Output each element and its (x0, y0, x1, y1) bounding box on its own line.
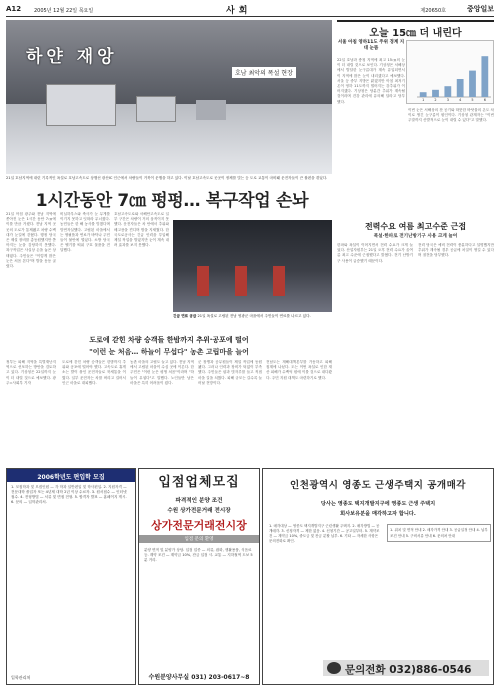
side-story-column: 이번 눈은 서해상의 찬 공기와 따뜻한 바닷물의 온도 차이로 생긴 눈구름이 원인이다. 기상청 관계자는 "이번 주말까지 산발적으로 눈이 내릴 수 있다"고 말했다. (408, 108, 494, 123)
mall-ad (138, 468, 260, 685)
rescue-photo-caption (173, 314, 332, 319)
mall-ad-line2: 수원 상가전문거래 전시장 (167, 508, 231, 514)
rescue-photo (173, 220, 332, 312)
land-ad-body-right: 1. 위치 및 면적 안내 2. 매각가격 안내 3. 공급일정 안내 4. 납부조건 안내 5. 구비서류 안내 6. 문의처 안내 (387, 524, 491, 542)
land-ad-phone: 문의전화 032)886-0546 (345, 664, 472, 676)
power-story-column: 전력 당국은 예비 전력이 충분하다고 설명했지만 추위가 계속될 경우 공급에 차질이 생길 수 있다며 절전을 당부했다. (418, 243, 494, 258)
subheadline-1: 도로에 갇힌 차량 승객들 한밤까지 추위·공포에 떨어 (89, 336, 249, 344)
article-column: 정부는 피해 지역을 특별재난지역으로 선포하는 방안을 검토하고 있다. 기상청은 22일까지 눈이 더 내릴 것으로 예보했다. 광주=사회부 기자 (6, 360, 56, 385)
article-column: 전남도는 재해대책본부를 가동하고 피해 집계에 나섰다. 도는 이번 폭설로 인한 재산 피해가 수백억 원에 이를 것으로 내다봤다. 주민 지원 대책도 마련하기로 했다. (266, 360, 332, 380)
page-header (6, 3, 494, 17)
chart-tick-label: 1 (422, 98, 425, 102)
land-ad-line1: 당사는 영종도 택지개발지구에 영종도 근생 주택지 (320, 501, 436, 507)
person-shape (273, 266, 285, 296)
headline: 1시간동안 7㎝ 펑펑… 복구작업 손놔 (35, 191, 309, 211)
subheadline-2: "이런 눈 처음… 하늘이 무섭다" 농촌 고립마을 늘어 (89, 348, 249, 356)
chart-bar (457, 79, 464, 97)
chart-bar (469, 71, 476, 97)
mall-ad-phone: 수원분양사무실 031) 203-0617~8 (148, 674, 250, 681)
land-ad-line2: 회사보유분을 매각하고자 합니다. (340, 511, 416, 517)
chart-bar (444, 86, 451, 97)
truck-shape (136, 96, 176, 122)
article-column: 도로에 갇힌 차량 승객들은 한밤까지 추위와 공포에 떨어야 했다. 고속도로 휴게소는 발이 묶인 운전자들로 북새통을 이뤘다. 일부 운전자는 차를 버리고 걸어서 인근 마을로 대피했다. (62, 360, 126, 385)
side-story-sub: 서울 아침 영하11도 주위 경계 지대 눈뜸 (337, 40, 405, 51)
rescue-photo-title: 긴급 연료 공급 (173, 314, 197, 318)
phone-icon (327, 662, 341, 674)
chart-tick-label: 4 (459, 98, 462, 102)
chart-bar (481, 56, 488, 97)
chart-bar (420, 92, 427, 97)
truck-shape (196, 100, 226, 120)
issue-date: 2005년 12월 22일 목요일 (34, 8, 94, 14)
article-column: 농촌 마을의 고립도 늘고 있다. 전남 지역에서 고립된 마을이 수십 곳에 이른다. 한 주민은 "이런 눈은 평생 처음"이라며 "하늘이 무섭다"고 말했다. 노인들만 남은 마을은 특히 어려움이 컸다. (130, 360, 194, 385)
article-column: 호남고속도로와 서해안고속도로 일부 구간은 차량이 거의 움직이지 못했다. 운전자들은 차 안에서 추위와 배고픔을 견디며 밤을 지새웠다. 한국도로공사는 긴급 인력을 투입해 제설 작업을 벌였지만 눈이 계속 내려 효과를 보지 못했다. (114, 212, 169, 248)
article-column: 비닐하우스와 축사가 눈 무게를 이기지 못하고 잇따라 무너졌다. 농민들은 한 해 농사를 망쳤다며 망연자실했다. 고립된 마을에서는 생필품과 연료가 바닥나 주민들이 불안에 떨었다. 소방 당국은 헬기를 띄워 구호 물품을 전달했다. (60, 212, 110, 253)
admission-ad-body: 1. 모집학과 및 모집인원 — 각 학과 일반편입 및 학사편입. 2. 지원자격 — 전문대학 졸업자 또는 4년제 대학 2년 이상 수료자. 3. 원서접수 — 인터넷 접수. 4. 전형방법 — 서류 및 면접 전형. 5. 합격자 발표 — 홈페이지 게시. 6. 문의 — 입학관리처. (11, 485, 127, 504)
land-sale-ad (262, 468, 494, 685)
newspaper-brand: 중앙일보 (466, 5, 494, 13)
mall-ad-big: 상가전문거래전시장 (151, 519, 247, 532)
land-ad-call (323, 660, 489, 676)
admission-ad (6, 468, 136, 685)
article-column: 21일 아침 광주와 전남 지역에 쏟아진 눈은 1시간 동안 7㎝에 이를 만큼 거셌다. 전남 지역 곳곳의 도로가 통제됐고 차량 수백 대가 눈길에 갇혔다. 행정 당국은 제설 장비를 총동원했지만 쏟아지는 눈을 감당하지 못했다. 복구작업은 사실상 손을 놓은 상태였다. 주민들은 "이렇게 많은 눈은 처음 본다"며 발을 동동 굴렀다. (6, 212, 56, 269)
land-ad-title: 인천광역시 영종도 근생주택지 공개매각 (290, 480, 466, 491)
rescue-photo-text: 21일 폭설로 고립된 전남 영광군 마을에서 주민들이 연료를 나르고 있다. (197, 314, 311, 318)
side-story-column: 22일 호남과 충청 지역에 최고 15㎝의 눈이 더 내릴 것으로 보인다. 기상청은 서해상에서 발달한 눈구름대가 계속 유입되면서 이 지역에 많은 눈이 내리겠다고 예보했다. 서울 등 중부 지방은 맑겠지만 아침 최저기온이 영하 11도까지 떨어지는 강추위가 이어지겠다. 기상청은 당분간 추위가 계속될 것이라며 건강 관리에 유의해 달라고 당부했다. (337, 58, 405, 104)
truck-shape (46, 84, 116, 126)
land-ad-body-left: 1. 매각대상 — 영종도 택지개발지구 근린생활 주택지. 2. 매각방법 — 공개매각. 3. 신청자격 — 제한 없음. 4. 신청기간 — 공고일부터. 5. 계약조건 — 계약금 10%, 중도금 및 잔금 분할 납부. 6. 기타 — 자세한 사항은 문의전화로 확인. (269, 524, 380, 543)
admission-ad-footer: 입학관리처 (11, 675, 31, 680)
chart-svg (407, 41, 495, 105)
power-story-sub: 폭설·한파로 전기난방기구 사용 크게 늘어 (373, 234, 458, 239)
mall-ad-body: 분양 면적 및 분양가 상담. 입점 업종 — 의류, 잡화, 생활용품, 식음료 등. 계약 조건 — 계약금 10%, 잔금 입점 시. 교통 — 지하철역 도보 5분 거리. (144, 548, 253, 562)
mall-ad-line1: 파격적인 분양 조건 (175, 498, 223, 504)
mall-ad-band: 입점 문의 환영 (139, 535, 259, 543)
power-story-title: 전력수요 여름 최고수준 근접 (364, 222, 467, 231)
side-story-title: 오늘 15㎝ 더 내린다 (337, 20, 494, 36)
person-shape (235, 266, 247, 296)
lead-photo-caption: 21일 호남지역에 내린 기록적인 폭설로 호남고속도로 상행선 광산IC 인근에서 차량들이 거북이 운행을 하고 있다. 이날 호남고속도로 곳곳이 정체를 빚는 등 도로 교통이 마비돼 운전자들이 큰 불편을 겪었다. (6, 176, 328, 180)
issue-number: 제20650호 (420, 8, 446, 14)
chart-tick-label: 2 (434, 98, 437, 102)
photo-tag: 하얀 재앙 (26, 47, 118, 67)
chart-tick-label: 3 (446, 98, 449, 102)
person-shape (197, 266, 209, 296)
section-title: 사회 (226, 6, 252, 16)
mall-ad-title: 입점업체모집 (158, 475, 240, 490)
snowfall-chart (406, 40, 494, 104)
lead-photo (6, 20, 332, 174)
photo-tag-sub: 호남 최악의 폭설 현장 (232, 67, 296, 78)
page-number: A12 (6, 5, 22, 13)
chart-tick-label: 6 (483, 98, 486, 102)
chart-bar (432, 90, 439, 97)
chart-tick-label: 5 (471, 98, 474, 102)
power-story-column: 한파와 폭설이 이어지면서 전력 수요가 크게 늘었다. 산업자원부는 21일 오후 전력 수요가 올여름 최고 수준에 근접했다고 밝혔다. 전기 난방기구 사용이 급증했기 때문이다. (337, 243, 413, 263)
article-column: 군 장병과 공무원들이 제설 작업에 동원됐다. 그러나 인력과 장비가 턱없이 부족했다. 주민들은 삽과 빗자루를 들고 직접 마을 길을 치웠다. 피해 규모는 갈수록 늘어날 전망이다. (198, 360, 262, 385)
admission-ad-title: 2006학년도 편입학 모집 (7, 469, 135, 482)
